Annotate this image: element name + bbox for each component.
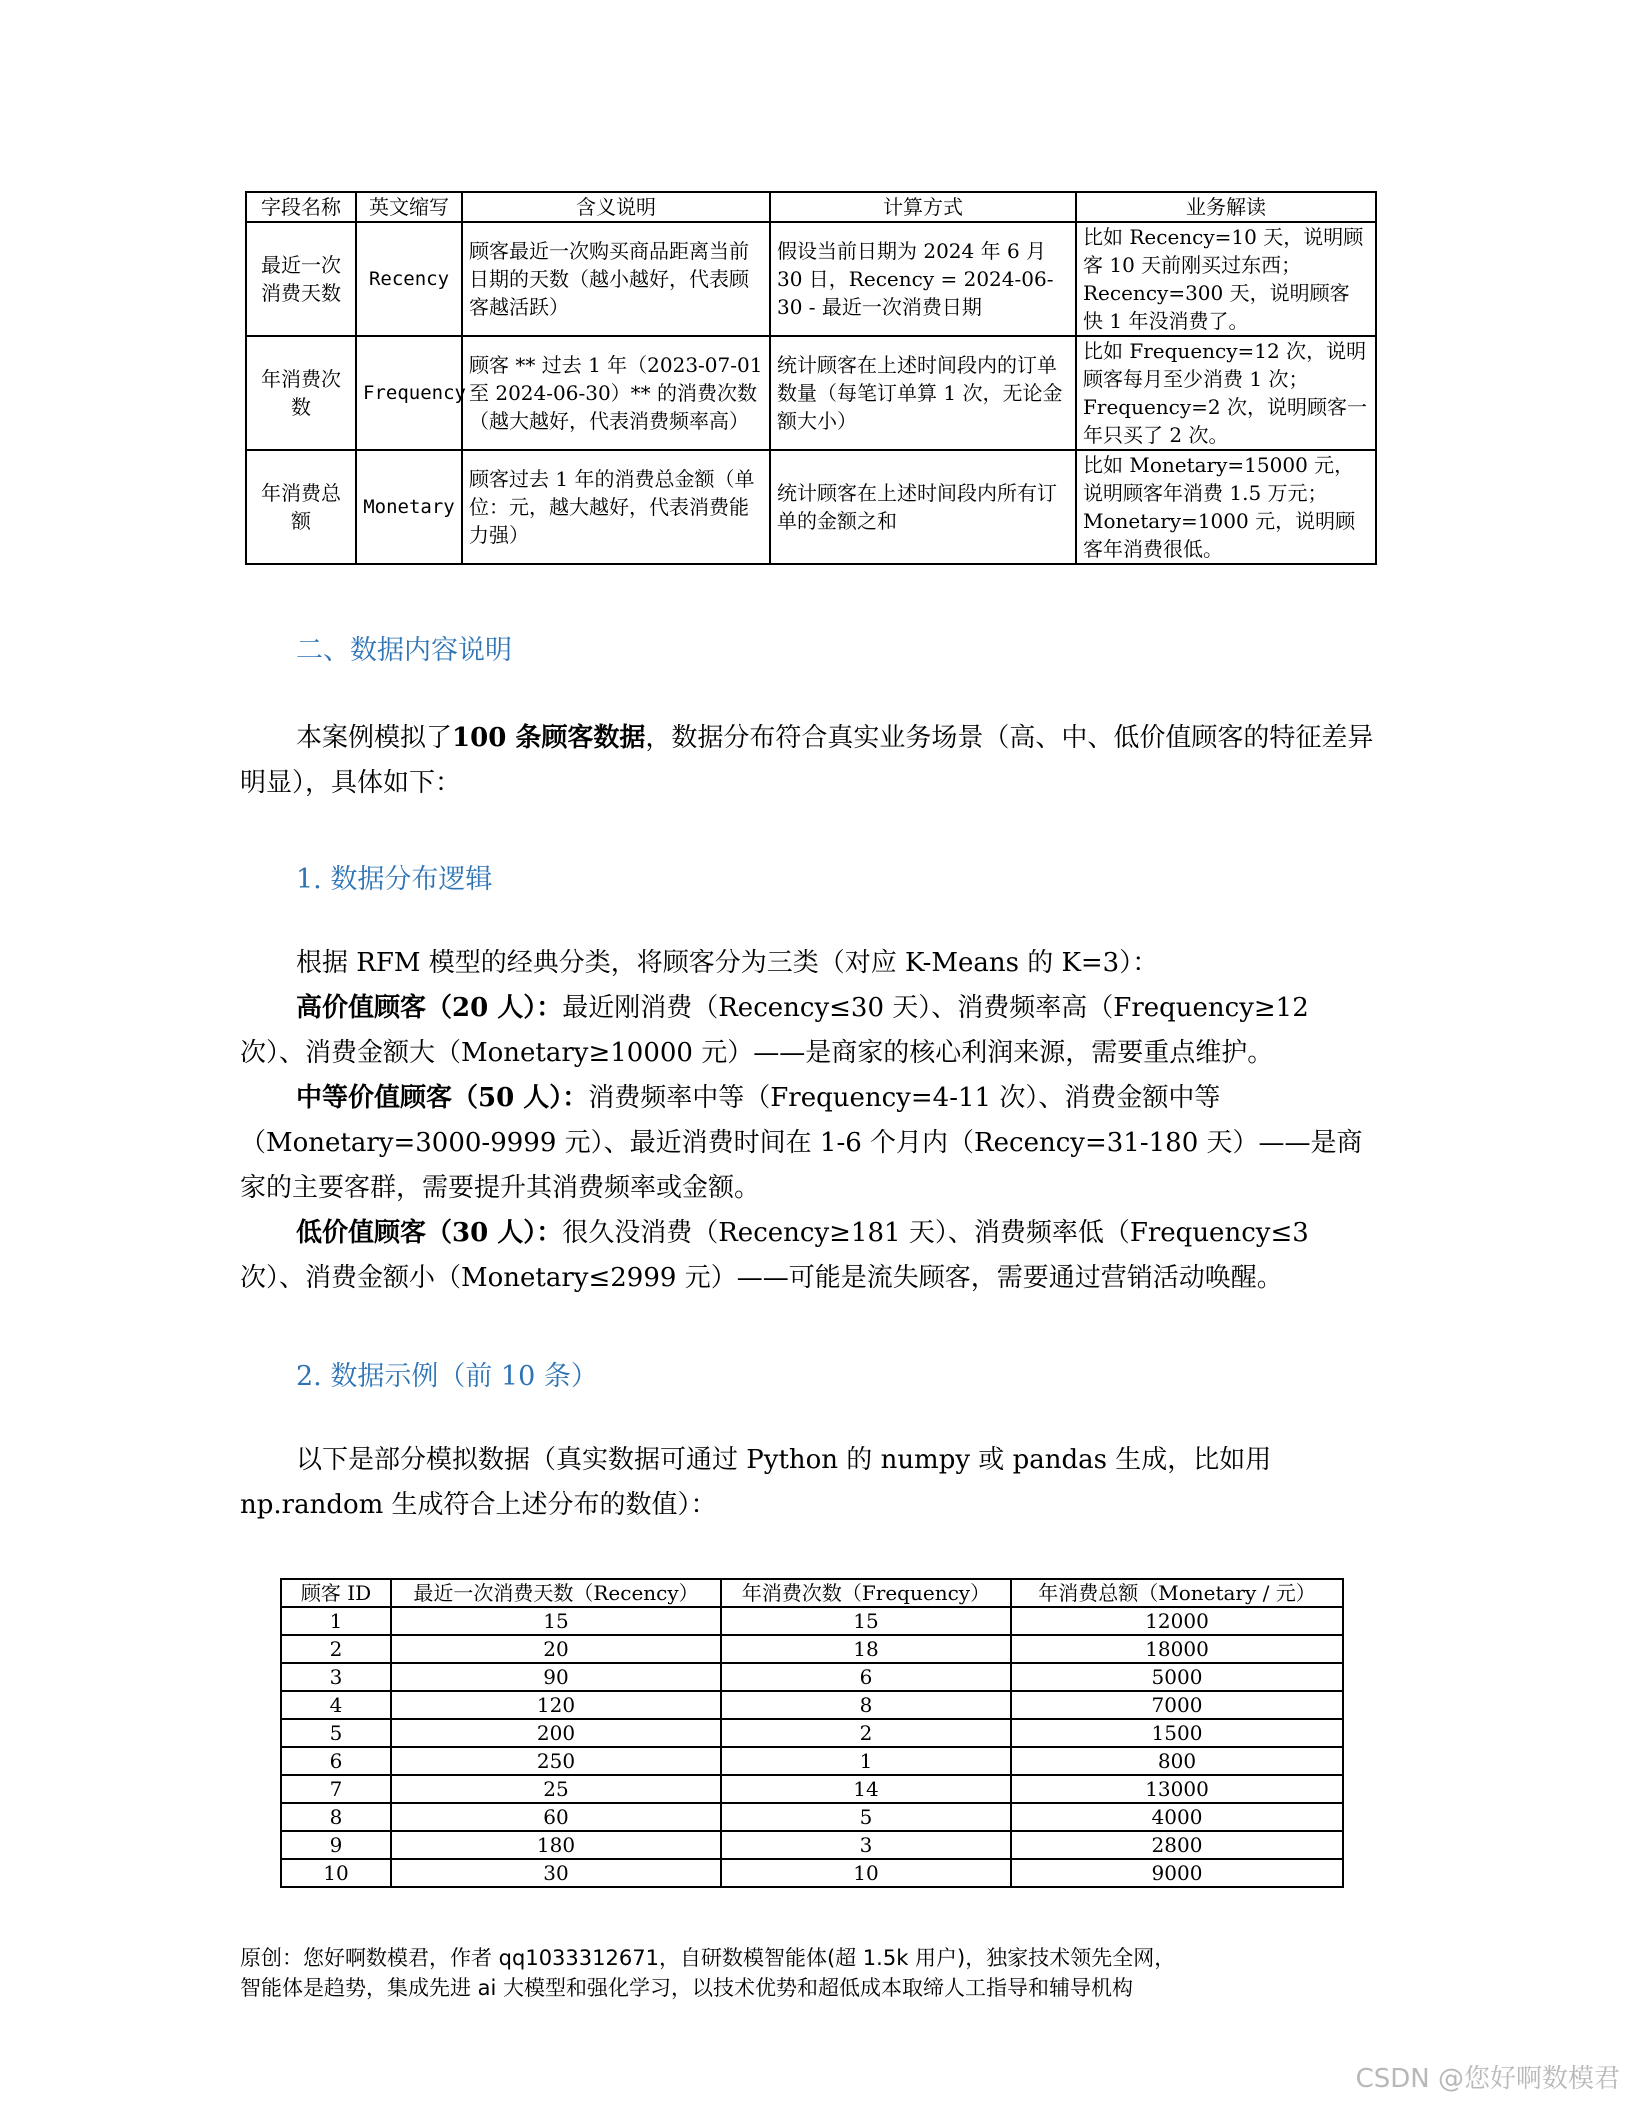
header-cell: 年消费次数（Frequency） <box>721 1579 1011 1607</box>
group-text: 很久没消费（Recency≥181 天）、消费频率低（Frequency≤3 次）、消费金额小（Monetary≤2999 元）——可能是流失顾客，需要通过营销活动唤醒。 <box>240 1218 1309 1293</box>
distribution-block <box>240 941 1380 1301</box>
table-cell: 9000 <box>1011 1859 1343 1887</box>
table-cell: 14 <box>721 1775 1011 1803</box>
table-cell: 20 <box>391 1635 721 1663</box>
table-cell: 2800 <box>1011 1831 1343 1859</box>
table-cell: 2 <box>721 1719 1011 1747</box>
table-cell: 7000 <box>1011 1691 1343 1719</box>
table-cell: 1 <box>281 1607 391 1635</box>
table-cell: 5000 <box>1011 1663 1343 1691</box>
sample-lead: 以下是部分模拟数据（真实数据可通过 Python 的 numpy 或 pandas 生成，比如用 np.random 生成符合上述分布的数值）： <box>240 1445 1272 1520</box>
table-cell: 18 <box>721 1635 1011 1663</box>
table-row <box>246 450 1376 564</box>
field-name-cell: 年消费次数 <box>246 336 356 450</box>
footer-line: 智能体是趋势，集成先进 ai 大模型和强化学习，以技术优势和超低成本取缔人工指导和辅导机构 <box>240 1976 1134 2000</box>
table-header-row <box>246 192 1376 222</box>
table-cell: 15 <box>721 1607 1011 1635</box>
table-cell: 250 <box>391 1747 721 1775</box>
table-cell: 18000 <box>1011 1635 1343 1663</box>
intro-suffix: ，数据分布符合真实业务场景（高、中、低价值顾客的特征差异明显），具体如下： <box>240 723 1374 798</box>
table-cell: 6 <box>281 1747 391 1775</box>
field-interp-cell: 比如 Monetary=15000 元，说明顾客年消费 1.5 万元；Monetary=1000 元，说明顾客年消费很低。 <box>1076 450 1376 564</box>
intro-prefix: 本案例模拟了 <box>296 723 453 753</box>
table-cell: 180 <box>391 1831 721 1859</box>
table-row <box>246 336 1376 450</box>
group-text: 消费频率中等（Frequency=4-11 次）、消费金额中等（Monetary=3000-9999 元）、最近消费时间在 1-6 个月内（Recency=31-180 天）——是商家的主要客群，需要提升其消费频率或金额。 <box>240 1083 1363 1203</box>
table-cell: 25 <box>391 1775 721 1803</box>
table-cell: 9 <box>281 1831 391 1859</box>
table-cell: 1 <box>721 1747 1011 1775</box>
subsection-heading: 2. 数据示例（前 10 条） <box>296 1361 598 1392</box>
table-cell: 5 <box>721 1803 1011 1831</box>
field-meaning-cell: 顾客过去 1 年的消费总金额（单位：元，越大越好，代表消费能力强） <box>462 450 770 564</box>
subsection-heading: 1. 数据分布逻辑 <box>296 864 493 895</box>
header-cell: 英文缩写 <box>356 192 462 222</box>
field-abbr-cell: Recency <box>356 222 462 336</box>
table-cell: 4000 <box>1011 1803 1343 1831</box>
field-interp-cell: 比如 Frequency=12 次，说明顾客每月至少消费 1 次；Frequency=2 次，说明顾客一年只买了 2 次。 <box>1076 336 1376 450</box>
header-cell: 计算方式 <box>770 192 1076 222</box>
table-cell: 30 <box>391 1859 721 1887</box>
table-cell: 90 <box>391 1663 721 1691</box>
table-cell: 10 <box>281 1859 391 1887</box>
table-cell: 8 <box>721 1691 1011 1719</box>
field-meaning-cell: 顾客最近一次购买商品距离当前日期的天数（越小越好，代表顾客越活跃） <box>462 222 770 336</box>
table-cell: 13000 <box>1011 1775 1343 1803</box>
field-interp-cell: 比如 Recency=10 天，说明顾客 10 天前刚买过东西；Recency=300 天，说明顾客快 1 年没消费了。 <box>1076 222 1376 336</box>
table-cell: 800 <box>1011 1747 1343 1775</box>
table-cell: 8 <box>281 1803 391 1831</box>
field-calc-cell: 统计顾客在上述时间段内的订单数量（每笔订单算 1 次，无论金额大小） <box>770 336 1076 450</box>
table-cell: 120 <box>391 1691 721 1719</box>
table-cell: 7 <box>281 1775 391 1803</box>
table-row <box>281 1803 1343 1831</box>
table-cell: 60 <box>391 1803 721 1831</box>
field-calc-cell: 统计顾客在上述时间段内所有订单的金额之和 <box>770 450 1076 564</box>
section-heading: 二、数据内容说明 <box>296 635 512 666</box>
sample-table-body <box>281 1607 1343 1887</box>
table-row <box>281 1747 1343 1775</box>
distribution-lead: 根据 RFM 模型的经典分类，将顾客分为三类（对应 K-Means 的 K=3）： <box>296 948 1159 978</box>
table-row <box>281 1831 1343 1859</box>
group-title: 低价值顾客（30 人）： <box>296 1218 563 1248</box>
field-name-cell: 年消费总额 <box>246 450 356 564</box>
field-name-cell: 最近一次消费天数 <box>246 222 356 336</box>
table-row <box>281 1691 1343 1719</box>
field-meaning-cell: 顾客 ** 过去 1 年（2023-07-01 至 2024-06-30）** 的消费次数（越大越好，代表消费频率高） <box>462 336 770 450</box>
footer <box>240 1943 1175 2003</box>
header-cell: 最近一次消费天数（Recency） <box>391 1579 721 1607</box>
intro-paragraph <box>240 716 1380 806</box>
group-title: 高价值顾客（20 人）： <box>296 993 563 1023</box>
table-cell: 3 <box>721 1831 1011 1859</box>
rfm-fields-table <box>245 191 1377 565</box>
group-high <box>240 986 1380 1076</box>
table-cell: 1500 <box>1011 1719 1343 1747</box>
group-medium <box>240 1076 1380 1211</box>
table-cell: 4 <box>281 1691 391 1719</box>
table-row <box>281 1663 1343 1691</box>
table-header-row <box>281 1579 1343 1607</box>
watermark: CSDN @您好啊数模君 <box>1355 2064 1620 2094</box>
header-cell: 字段名称 <box>246 192 356 222</box>
table-cell: 6 <box>721 1663 1011 1691</box>
group-low <box>240 1211 1380 1301</box>
group-text: 最近刚消费（Recency≤30 天）、消费频率高（Frequency≥12 次）、消费金额大（Monetary≥10000 元）——是商家的核心利润来源，需要重点维护。 <box>240 993 1309 1068</box>
table-row <box>281 1775 1343 1803</box>
field-abbr-cell: Monetary <box>356 450 462 564</box>
header-cell: 业务解读 <box>1076 192 1376 222</box>
header-cell: 顾客 ID <box>281 1579 391 1607</box>
table-cell: 15 <box>391 1607 721 1635</box>
intro-bold: 100 条顾客数据 <box>452 723 646 753</box>
table-cell: 10 <box>721 1859 1011 1887</box>
table-cell: 5 <box>281 1719 391 1747</box>
table-row <box>281 1859 1343 1887</box>
table-cell: 12000 <box>1011 1607 1343 1635</box>
table-row <box>246 222 1376 336</box>
table-row <box>281 1719 1343 1747</box>
header-cell: 年消费总额（Monetary / 元） <box>1011 1579 1343 1607</box>
table-row <box>281 1607 1343 1635</box>
field-abbr-cell: Frequency <box>356 336 462 450</box>
table-cell: 2 <box>281 1635 391 1663</box>
sample-data-table <box>280 1578 1344 1888</box>
table-cell: 200 <box>391 1719 721 1747</box>
table-row <box>281 1635 1343 1663</box>
group-title: 中等价值顾客（50 人）： <box>296 1083 589 1113</box>
footer-line: 原创：您好啊数模君，作者 qq1033312671，自研数模智能体(超 1.5k 用户)，独家技术领先全网， <box>240 1946 1176 1970</box>
field-calc-cell: 假设当前日期为 2024 年 6 月 30 日，Recency = 2024-06-30 - 最近一次消费日期 <box>770 222 1076 336</box>
header-cell: 含义说明 <box>462 192 770 222</box>
table-cell: 3 <box>281 1663 391 1691</box>
